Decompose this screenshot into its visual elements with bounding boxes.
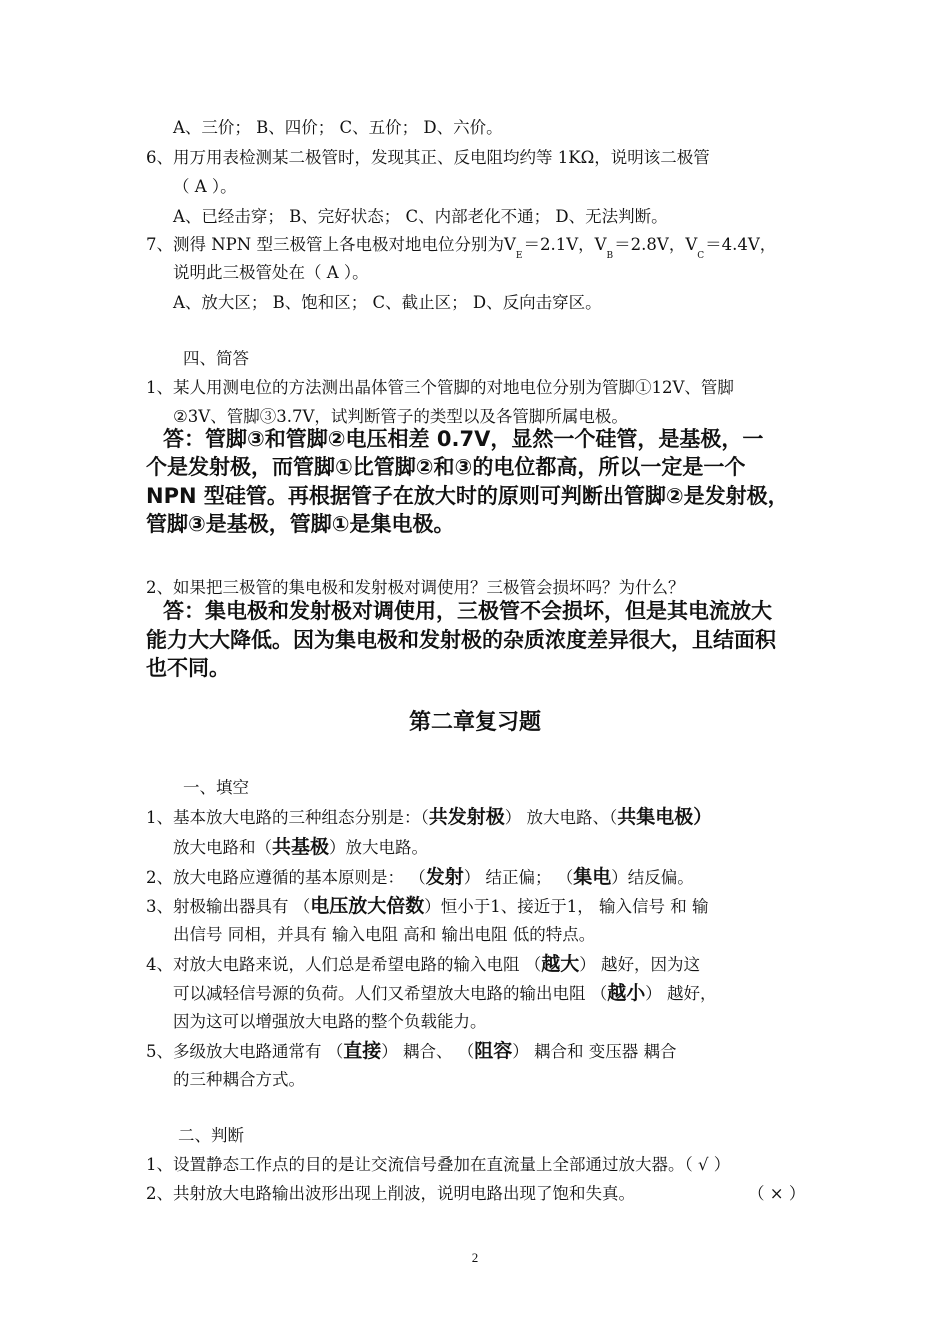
fill-q4-text-d: ） 越好，: [645, 984, 717, 1003]
fill-q2: [146, 866, 694, 889]
fill-q3-line2: 出信号 同相，并具有 输入电阻 高和 输出电阻 低的特点。: [173, 925, 596, 944]
sa2-answer-line3: 也不同。: [146, 656, 230, 680]
q7-options: A、放大区； B、饱和区； C、截止区； D、反向击穿区。: [173, 293, 602, 312]
sa1-answer-line1: 答：管脚③和管脚②电压相差 0.7V，显然一个硅管，是基极，一: [163, 427, 764, 451]
fill-q1-answer-3: 共基极: [272, 836, 330, 858]
fill-q1-text-d: 放大电路和（: [173, 838, 272, 857]
section-short-answer-heading: 四、简答: [183, 349, 249, 368]
fill-q1-answer-1: 共发射极: [428, 806, 505, 828]
section-judge-heading: 二、判断: [178, 1126, 244, 1145]
q7-prefix: 7、测得 NPN 型三极管上各电极对地电位分别为: [146, 235, 504, 254]
sa2-question: 2、如果把三极管的集电极和发射极对调使用？三极管会损坏吗？为什么？: [146, 578, 685, 597]
fill-q4-answer-2: 越小: [607, 982, 646, 1004]
sa1-answer-line3: NPN 型硅管。再根据管子在放大时的原则可判断出管脚②是发射极，: [146, 484, 789, 508]
q7-question: [146, 234, 776, 259]
fill-q5-answer-2: 阻容: [474, 1040, 513, 1062]
sa1-question-line1: 1、某人用测电位的方法测出晶体管三个管脚的对地电位分别为管脚①12V、管脚: [146, 378, 734, 397]
q7-ve-symbol: V: [503, 235, 516, 254]
fill-q1-text-b: ） 放大电路、（: [504, 808, 618, 827]
fill-q5-line2: 的三种耦合方式。: [173, 1070, 305, 1089]
chapter-title: 第二章复习题: [408, 710, 541, 735]
sa1-question-line2: ②3V、管脚③3.7V，试判断管子的类型以及各管脚所属电极。: [173, 407, 628, 426]
fill-q5-text-b: ） 耦合、 （: [381, 1042, 475, 1061]
fill-q2-text-b: ） 结正偏； （: [463, 868, 574, 887]
fill-q1-line2: [173, 836, 428, 859]
fill-q1-text-e: ）放大电路。: [329, 838, 429, 857]
q7-ve-value: ＝2.1V，: [523, 235, 595, 254]
sa2-answer-line1: 答：集电极和发射极对调使用，三极管不会损坏，但是其电流放大: [163, 599, 772, 623]
q7-answer: 说明此三极管处在（ A ）。: [173, 263, 369, 282]
fill-q4-line1: [146, 953, 700, 976]
q7-vb-value: ＝2.8V，: [614, 235, 686, 254]
fill-q4-text-b: ） 越好，因为这: [579, 955, 701, 974]
fill-q3-text-b: ）恒小于1、接近于1， 输入信号 和 输: [424, 897, 709, 916]
q5-options: A、三价； B、四价； C、五价； D、六价。: [173, 118, 503, 137]
fill-q5-line1: [146, 1040, 677, 1063]
fill-q5-text-a: 5、多级放大电路通常有 （: [146, 1042, 344, 1061]
fill-q4-answer-1: 越大: [541, 953, 580, 975]
q7-vc-value: ＝4.4V，: [705, 235, 777, 254]
page-number: 2: [471, 1250, 479, 1265]
q7-vb-subscript: B: [606, 251, 614, 261]
fill-q4-line2: [173, 982, 717, 1005]
fill-q2-text-a: 2、放大电路应遵循的基本原则是： （: [146, 868, 426, 887]
judge-q1: 1、设置静态工作点的目的是让交流信号叠加在直流量上全部通过放大器。（ √ ）: [146, 1155, 731, 1174]
q7-ve-subscript: E: [515, 251, 523, 261]
sa2-answer-line2: 能力大大降低。因为集电极和发射极的杂质浓度差异很大，且结面积: [146, 628, 776, 652]
section-fill-heading: 一、填空: [183, 778, 249, 797]
fill-q3-text-a: 3、射极输出器具有 （: [146, 897, 311, 916]
fill-q5-text-c: ） 耦合和 变压器 耦合: [512, 1042, 677, 1061]
fill-q2-answer-1: 发射: [425, 866, 464, 888]
fill-q1-text-a: 1、基本放大电路的三种组态分别是：（: [146, 808, 429, 827]
fill-q3-answer: 电压放大倍数: [310, 895, 425, 917]
fill-q1-line1: [146, 806, 712, 829]
fill-q2-text-c: ）结反偏。: [611, 868, 694, 887]
judge-q2-mark: （ × ）: [748, 1184, 806, 1203]
fill-q4-text-a: 4、对放大电路来说，人们总是希望电路的输入电阻 （: [146, 955, 542, 974]
q6-answer: （ A ）。: [173, 177, 237, 196]
fill-q1-text-c: ）: [693, 806, 713, 828]
judge-q2: 2、共射放大电路输出波形出现上削波，说明电路出现了饱和失真。: [146, 1184, 635, 1203]
q7-vc-subscript: C: [697, 251, 705, 261]
fill-q3-line1: [146, 895, 709, 918]
q6-question: 6、用万用表检测某二极管时，发现其正、反电阻均约等 1KΩ，说明该二极管: [146, 148, 710, 167]
q6-options: A、已经击穿； B、完好状态； C、内部老化不通； D、无法判断。: [173, 207, 668, 226]
q7-vb-symbol: V: [594, 235, 607, 254]
fill-q4-line3: 因为这可以增强放大电路的整个负载能力。: [173, 1012, 487, 1031]
sa1-answer-line4: 管脚③是基极，管脚①是集电极。: [146, 512, 455, 536]
fill-q1-answer-2: 共集电极: [617, 806, 694, 828]
fill-q4-text-c: 可以减轻信号源的负荷。人们又希望放大电路的输出电阻 （: [173, 984, 608, 1003]
sa1-answer-line2: 个是发射极，而管脚①比管脚②和③的电位都高，所以一定是一个: [146, 455, 746, 479]
fill-q2-answer-2: 集电: [573, 866, 612, 888]
fill-q5-answer-1: 直接: [343, 1040, 382, 1062]
q7-vc-symbol: V: [685, 235, 698, 254]
